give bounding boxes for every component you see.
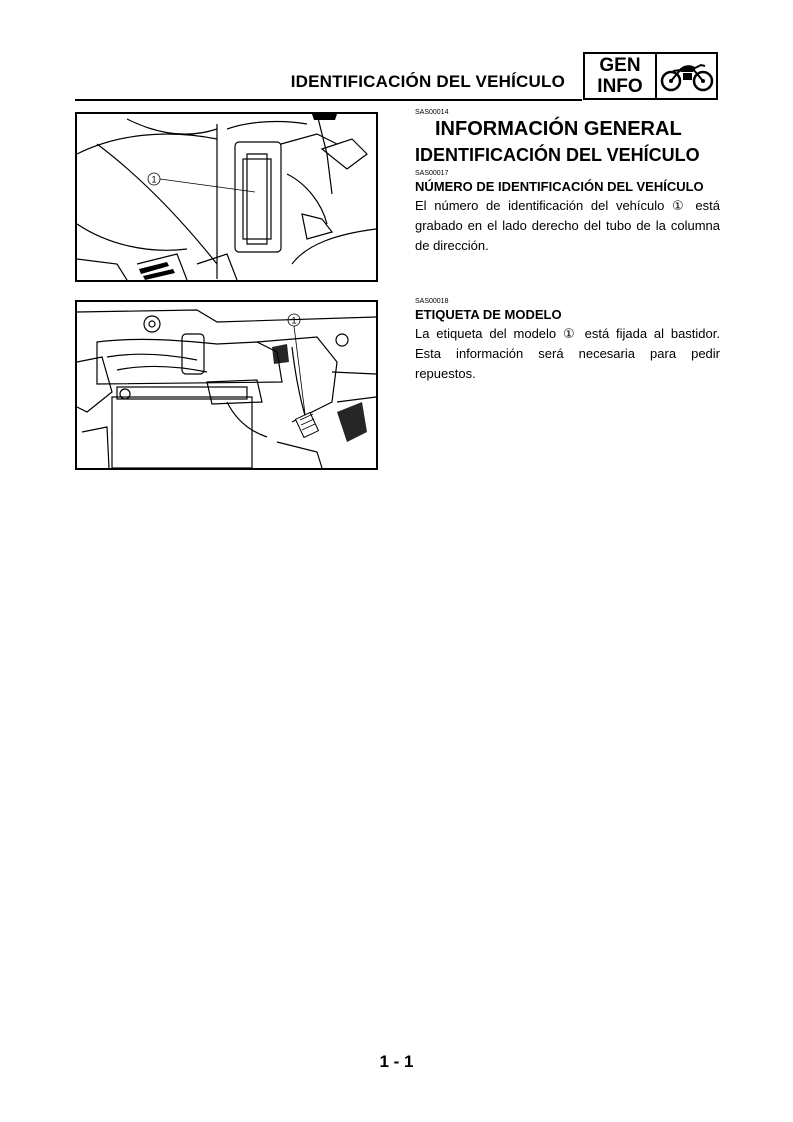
model-label-body: La etiqueta del modelo ① está fijada al bastidor. Esta información será necesaria para pedir repuestos. (415, 326, 720, 381)
svg-text:1: 1 (291, 315, 297, 326)
general-info-section (415, 109, 720, 166)
svg-text:1: 1 (151, 174, 157, 185)
model-label-section (415, 298, 720, 384)
section-tab-text (585, 54, 657, 98)
motorcycle-icon (657, 54, 716, 98)
header-rule (75, 99, 582, 101)
model-label-heading: ETIQUETA DE MODELO (415, 307, 562, 322)
section-code: SAS00018 (415, 298, 449, 305)
page-number: 1 - 1 (379, 1052, 414, 1071)
figure-steering-head-vin (75, 112, 378, 282)
section-tab (583, 52, 718, 100)
section-subtitle: IDENTIFICACIÓN DEL VEHÍCULO (415, 145, 700, 165)
tab-line-gen: GEN (599, 55, 641, 76)
page-header-title: IDENTIFICACIÓN DEL VEHÍCULO (290, 72, 565, 91)
tab-line-info: INFO (597, 76, 643, 97)
vin-heading: NÚMERO DE IDENTIFICACIÓN DEL VEHÍCULO (415, 179, 704, 194)
section-code: SAS00014 (415, 109, 449, 116)
section-code: SAS00017 (415, 170, 449, 177)
vin-section (415, 170, 720, 256)
section-title: INFORMACIÓN GENERAL (435, 118, 682, 140)
vin-body: El número de identificación del vehículo ① está grabado en el lado derecho del tubo de la columna de dirección. (415, 198, 720, 253)
figure-model-label (75, 300, 378, 470)
